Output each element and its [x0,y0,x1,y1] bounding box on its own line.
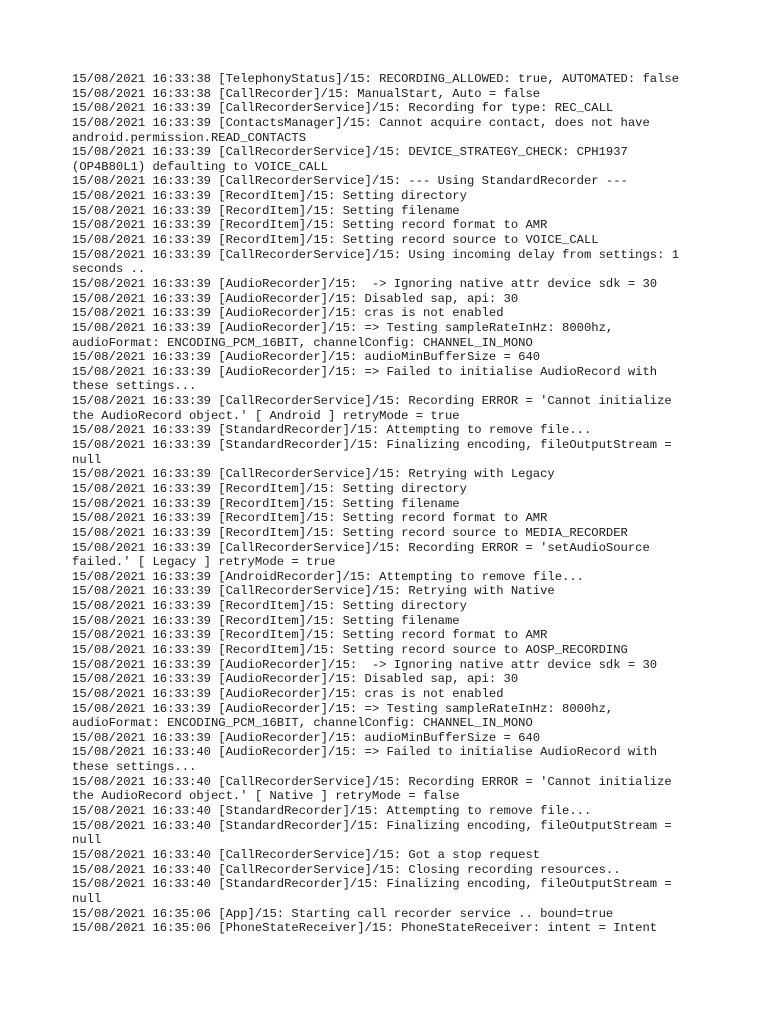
log-line: android.permission.READ_CONTACTS [72,130,307,145]
log-line: 15/08/2021 16:33:40 [CallRecorderService]/15: Closing recording resources.. [72,862,621,877]
log-line: 15/08/2021 16:33:40 [AudioRecorder]/15: => Failed to initialise AudioRecord with [72,745,658,760]
log-line: audioFormat: ENCODING_PCM_16BIT, channelConfig: CHANNEL_IN_MONO [72,716,533,731]
log-line: 15/08/2021 16:33:39 [AudioRecorder]/15: => Testing sampleRateInHz: 8000hz, [72,701,614,716]
log-line: 15/08/2021 16:33:39 [AudioRecorder]/15: audioMinBufferSize = 640 [72,730,541,745]
log-line: null [72,891,102,906]
log-line: 15/08/2021 16:33:39 [RecordItem]/15: Setting record source to AOSP_RECORDING [72,642,628,657]
log-line: seconds .. [72,262,146,277]
log-line: 15/08/2021 16:33:39 [StandardRecorder]/15: Finalizing encoding, fileOutputStream = [72,438,672,453]
log-line: these settings... [72,760,197,775]
log-line: 15/08/2021 16:33:39 [RecordItem]/15: Setting record format to AMR [72,218,548,233]
log-line: these settings... [72,379,197,394]
log-text-block [72,72,708,936]
log-line: 15/08/2021 16:33:39 [AudioRecorder]/15: Disabled sap, api: 30 [72,291,519,306]
log-line: 15/08/2021 16:33:39 [RecordItem]/15: Setting directory [72,189,467,204]
log-line: 15/08/2021 16:33:39 [RecordItem]/15: Setting record format to AMR [72,511,548,526]
log-line: 15/08/2021 16:33:39 [RecordItem]/15: Setting directory [72,599,467,614]
log-line: 15/08/2021 16:33:39 [AudioRecorder]/15: Disabled sap, api: 30 [72,672,519,687]
log-line: 15/08/2021 16:33:39 [ContactsManager]/15: Cannot acquire contact, does not have [72,115,650,130]
log-line: the AudioRecord object.' [ Native ] retryMode = false [72,789,460,804]
log-line: 15/08/2021 16:33:40 [StandardRecorder]/15: Attempting to remove file... [72,804,592,819]
log-line: 15/08/2021 16:33:39 [AudioRecorder]/15: cras is not enabled [72,306,504,321]
log-line: 15/08/2021 16:33:39 [CallRecorderService]/15: Recording ERROR = 'setAudioSource [72,540,650,555]
log-line: 15/08/2021 16:33:38 [TelephonyStatus]/15: RECORDING_ALLOWED: true, AUTOMATED: false [72,72,680,86]
log-line: 15/08/2021 16:33:39 [AudioRecorder]/15: cras is not enabled [72,686,504,701]
log-line: 15/08/2021 16:33:40 [StandardRecorder]/15: Finalizing encoding, fileOutputStream = [72,818,672,833]
log-line: 15/08/2021 16:33:40 [CallRecorderService]/15: Got a stop request [72,847,541,862]
log-line: 15/08/2021 16:33:39 [AudioRecorder]/15: -> Ignoring native attr device sdk = 30 [72,276,658,291]
log-line: the AudioRecord object.' [ Android ] retryMode = true [72,408,460,423]
log-line: audioFormat: ENCODING_PCM_16BIT, channelConfig: CHANNEL_IN_MONO [72,335,533,350]
log-line: 15/08/2021 16:33:39 [AudioRecorder]/15: => Failed to initialise AudioRecord with [72,364,658,379]
log-line: 15/08/2021 16:33:39 [RecordItem]/15: Setting record source to MEDIA_RECORDER [72,525,628,540]
log-line: 15/08/2021 16:33:39 [RecordItem]/15: Setting filename [72,613,460,628]
log-line: 15/08/2021 16:33:39 [CallRecorderService]/15: Retrying with Native [72,584,555,599]
log-line: 15/08/2021 16:33:39 [CallRecorderService]/15: Retrying with Legacy [72,467,555,482]
log-line: 15/08/2021 16:35:06 [App]/15: Starting call recorder service .. bound=true [72,906,614,921]
log-line: 15/08/2021 16:33:39 [RecordItem]/15: Setting record source to VOICE_CALL [72,233,599,248]
log-line: 15/08/2021 16:33:39 [RecordItem]/15: Setting filename [72,203,460,218]
log-line: 15/08/2021 16:35:06 [PhoneStateReceiver]/15: PhoneStateReceiver: intent = Intent [72,921,658,936]
log-line: 15/08/2021 16:33:39 [CallRecorderService]/15: Recording ERROR = 'Cannot initialize [72,394,672,409]
log-line: 15/08/2021 16:33:39 [AudioRecorder]/15: => Testing sampleRateInHz: 8000hz, [72,320,614,335]
log-line: 15/08/2021 16:33:39 [CallRecorderService]/15: Recording for type: REC_CALL [72,101,614,116]
log-line: (OP4B80L1) defaulting to VOICE_CALL [72,159,328,174]
log-line: 15/08/2021 16:33:39 [StandardRecorder]/15: Attempting to remove file... [72,423,592,438]
log-line: 15/08/2021 16:33:39 [CallRecorderService]/15: Using incoming delay from settings: 1 [72,247,680,262]
log-line: null [72,452,102,467]
log-line: 15/08/2021 16:33:40 [CallRecorderService]/15: Recording ERROR = 'Cannot initialize [72,774,672,789]
log-line: 15/08/2021 16:33:38 [CallRecorder]/15: ManualStart, Auto = false [72,86,541,101]
log-line: 15/08/2021 16:33:39 [RecordItem]/15: Setting directory [72,481,467,496]
log-line: 15/08/2021 16:33:39 [AndroidRecorder]/15: Attempting to remove file... [72,569,584,584]
log-line: 15/08/2021 16:33:39 [AudioRecorder]/15: -> Ignoring native attr device sdk = 30 [72,657,658,672]
log-line: null [72,833,102,848]
log-line: 15/08/2021 16:33:39 [AudioRecorder]/15: audioMinBufferSize = 640 [72,350,541,365]
log-line: failed.' [ Legacy ] retryMode = true [72,555,336,570]
log-line: 15/08/2021 16:33:39 [RecordItem]/15: Setting record format to AMR [72,628,548,643]
log-line: 15/08/2021 16:33:39 [CallRecorderService]/15: --- Using StandardRecorder --- [72,174,628,189]
log-line: 15/08/2021 16:33:39 [RecordItem]/15: Setting filename [72,496,460,511]
log-line: 15/08/2021 16:33:40 [StandardRecorder]/15: Finalizing encoding, fileOutputStream = [72,877,672,892]
log-line: 15/08/2021 16:33:39 [CallRecorderService]/15: DEVICE_STRATEGY_CHECK: CPH1937 [72,145,628,160]
